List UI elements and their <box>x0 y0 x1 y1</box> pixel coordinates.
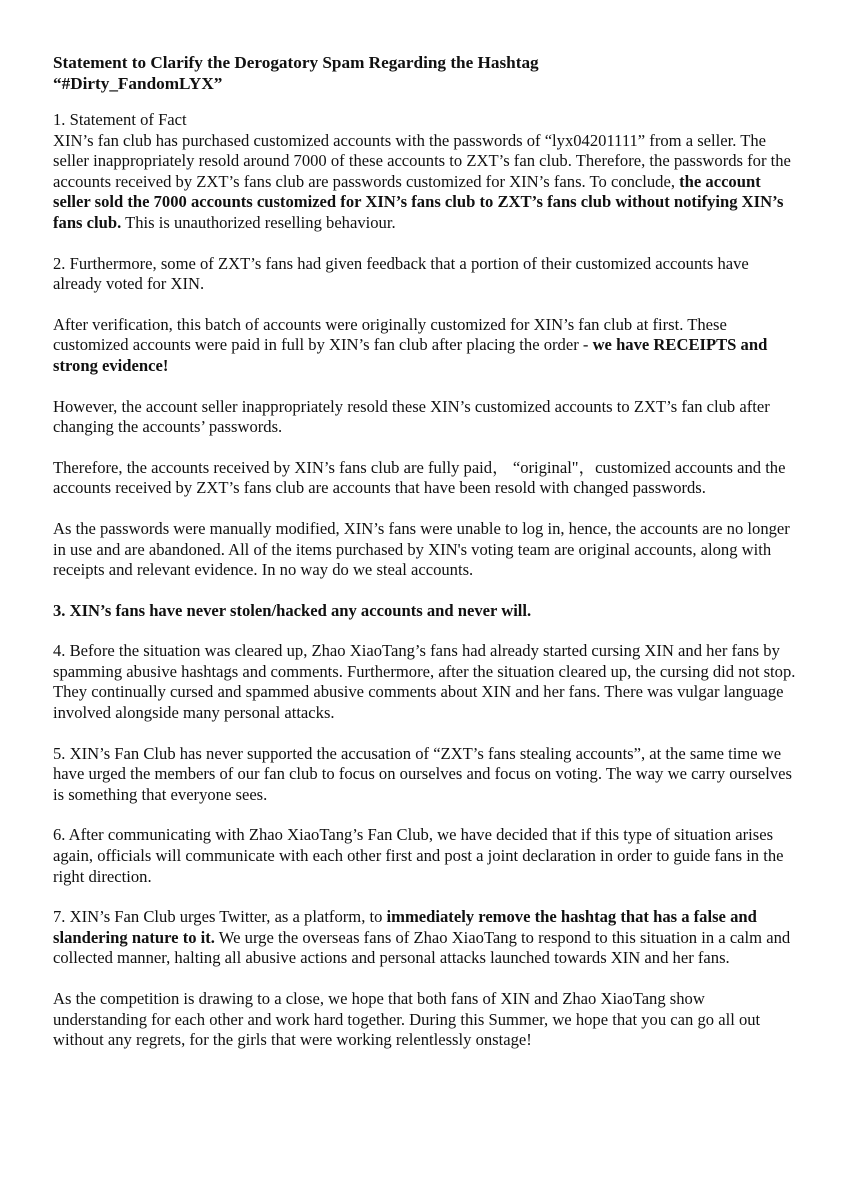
section-7-text-a: 7. XIN’s Fan Club urges Twitter, as a platform, to <box>53 907 387 927</box>
verification-bold-receipts: we have RECEIPTS and strong evidence! <box>53 335 768 375</box>
section-1-statement-of-fact <box>53 110 801 234</box>
section-7-twitter-request <box>53 907 801 969</box>
section-7-text-b: We urge the overseas fans of Zhao XiaoTang to respond to this situation in a calm and collected manner, halting all abusive actions and personal attacks launched towards XIN and her fans. <box>53 927 791 968</box>
paragraph-verification <box>53 315 801 377</box>
paragraph-however: However, the account seller inappropriately resold these XIN’s customized accounts to ZXT’s fan club after changing the accounts’ passwords. <box>53 396 770 437</box>
document-title <box>53 52 801 94</box>
section-1-heading: 1. Statement of Fact <box>53 110 187 129</box>
section-2-feedback: 2. Furthermore, some of ZXT’s fans had given feedback that a portion of their customized accounts have already voted for XIN. <box>53 253 749 294</box>
section-1-text-b: This is unauthorized reselling behaviour. <box>121 212 396 232</box>
section-1-bold-conclusion: the account seller sold the 7000 accounts customized for XIN’s fans club to ZXT’s fans club without notifying XIN’s fans club. <box>53 171 784 232</box>
section-3-bold: 3. XIN’s fans have never stolen/hacked any accounts and never will. <box>53 600 532 620</box>
statement-document <box>53 52 801 1071</box>
section-7-bold: immediately remove the hashtag that has a false and slandering nature to it. <box>53 907 757 947</box>
title-line-2: “#Dirty_FandomLYX” <box>53 74 223 93</box>
title-line-1: Statement to Clarify the Derogatory Spam Regarding the Hashtag <box>53 53 539 72</box>
verification-text: After verification, this batch of accounts were originally customized for XIN’s fan club at first. These customized accounts were paid in full by XIN’s fan club after placing the order - <box>53 314 727 355</box>
section-1-text-a: XIN’s fan club has purchased customized accounts with the passwords of “lyx04201111” from a seller. The seller inappropriately resold around 7000 of these accounts to ZXT’s fan club. Therefore, the passwords for the accounts received by ZXT’s fans club are passwords customized for XIN’s fans. To conclude, <box>53 130 791 191</box>
paragraph-closing: As the competition is drawing to a close, we hope that both fans of XIN and Zhao XiaoTang show understanding for each other and work hard together. During this Summer, we hope that you can go all out without any regrets, for the girls that were working relentlessly onstage! <box>53 989 761 1050</box>
section-5-fan-club-position: 5. XIN’s Fan Club has never supported the accusation of “ZXT’s fans stealing accounts”, at the same time we have urged the members of our fan club to focus on ourselves and focus on voting. The way we carry ourselves is something that everyone sees. <box>53 743 792 804</box>
section-3-never-stolen <box>53 601 801 622</box>
paragraph-passwords: As the passwords were manually modified, XIN’s fans were unable to log in, hence, the accounts are no longer in use and are abandoned. All of the items purchased by XIN's voting team are original accounts, along with receipts and relevant evidence. In no way do we steal accounts. <box>53 518 790 580</box>
paragraph-therefore: Therefore, the accounts received by XIN’s fans club are fully paid， “original"，customized accounts and the accounts received by ZXT’s fans club are accounts that have been resold with changed passwords. <box>53 457 786 498</box>
section-6-communication: 6. After communicating with Zhao XiaoTang’s Fan Club, we have decided that if this type of situation arises again, officials will communicate with each other first and post a joint declaration in order to guide fans in the right direction. <box>53 825 784 886</box>
section-4-cursing: 4. Before the situation was cleared up, Zhao XiaoTang’s fans had already started cursing XIN and her fans by spamming abusive hashtags and comments. Furthermore, after the situation cleared up, the cursing did not stop. They continually cursed and spammed abusive comments about XIN and her fans. There was vulgar language involved alongside many personal attacks. <box>53 641 796 723</box>
